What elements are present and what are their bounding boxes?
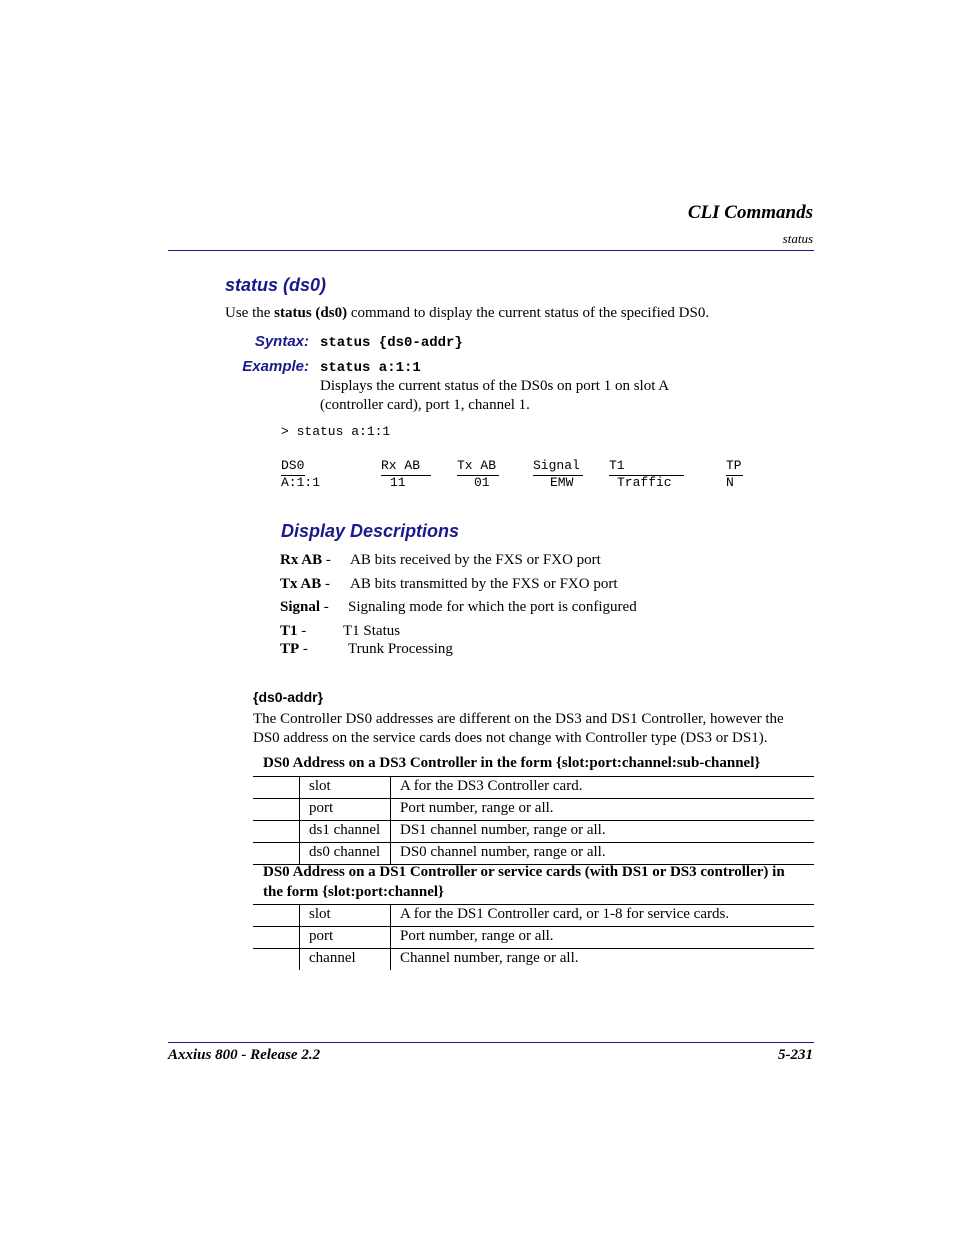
cli-header-rx-ab: Rx AB [381, 458, 431, 476]
intro-text: Use the [225, 305, 275, 321]
table2-title-line-1: DS0 Address on a DS1 Controller or service cards (with DS1 or DS3 controller) in [263, 864, 785, 880]
cli-header-signal: Signal [533, 458, 583, 476]
table-row [253, 843, 814, 865]
cli-value-ds0: A:1:1 [281, 475, 321, 490]
desc-sep: - [322, 552, 331, 568]
field-description: Port number, range or all. [391, 927, 815, 949]
cli-value-rx-ab: 11 [390, 475, 406, 490]
cli-header-tx-ab: Tx AB [457, 458, 499, 476]
syntax-code: status {ds0-addr} [320, 335, 463, 351]
display-descriptions-title: Display Descriptions [281, 521, 460, 541]
cli-value-t1: Traffic [617, 475, 672, 490]
field-name: ds0 channel [300, 843, 391, 865]
intro-text-end: command to display the current status of the specified DS0. [347, 305, 710, 321]
field-description: DS0 channel number, range or all. [391, 843, 815, 865]
field-name: port [300, 927, 391, 949]
cli-prompt: > status a:1:1 [281, 424, 391, 439]
table1-title: DS0 Address on a DS3 Controller in the form {slot:port:channel:sub-channel} [263, 755, 761, 771]
desc-text-tx-ab: AB bits transmitted by the FXS or FXO port [350, 576, 618, 592]
desc-text-t1: T1 Status [343, 623, 401, 639]
example-description-line-1: Displays the current status of the DS0s on port 1 on slot A [320, 378, 670, 394]
desc-sep: - [320, 599, 329, 615]
desc-term: TP [280, 641, 300, 657]
desc-sep: - [321, 576, 331, 592]
desc-text-signal: Signaling mode for which the port is configured [348, 599, 637, 615]
table-row [253, 799, 814, 821]
intro-command: status (ds0) [274, 305, 348, 321]
example-label: Example: [242, 358, 309, 375]
cli-value-signal: EMW [550, 475, 574, 490]
desc-item-tp [280, 640, 308, 659]
cli-header-tp: TP [726, 458, 743, 476]
desc-text-tp: Trunk Processing [348, 641, 453, 657]
field-name: slot [300, 905, 391, 927]
header-rule [168, 250, 814, 251]
ds3-address-table [253, 776, 814, 864]
chapter-title: CLI Commands [687, 202, 813, 223]
ds0-addr-title: {ds0-addr} [253, 689, 324, 705]
field-description: Port number, range or all. [391, 799, 815, 821]
field-name: port [300, 799, 391, 821]
desc-term: T1 [280, 623, 298, 639]
field-name: slot [300, 777, 391, 799]
section-title: status (ds0) [225, 275, 327, 295]
table2-title-line-2: the form {slot:port:channel} [263, 884, 444, 900]
table-row [253, 821, 814, 843]
cli-header-t1: T1 [609, 458, 684, 476]
ds0-addr-paragraph-line-1: The Controller DS0 addresses are different on the DS3 and DS1 Controller, however the [253, 711, 784, 727]
table-row [253, 949, 814, 971]
field-description: Channel number, range or all. [391, 949, 815, 971]
desc-sep: - [299, 641, 308, 657]
desc-item-signal [280, 598, 329, 617]
section-subtitle: status [782, 231, 813, 246]
desc-term: Signal [280, 599, 321, 615]
example-code: status a:1:1 [320, 360, 421, 376]
cli-value-tp: N [726, 475, 734, 490]
example-description-line-2: (controller card), port 1, channel 1. [320, 397, 530, 413]
footer-rule [168, 1042, 814, 1043]
field-description: A for the DS1 Controller card, or 1-8 for service cards. [391, 905, 815, 927]
desc-item-rx-ab [280, 551, 331, 570]
desc-item-t1 [280, 622, 306, 641]
ds0-addr-paragraph-line-2: DS0 address on the service cards does not change with Controller type (DS3 or DS1). [253, 730, 768, 746]
field-description: A for the DS3 Controller card. [391, 777, 815, 799]
table-row [253, 905, 814, 927]
desc-text-rx-ab: AB bits received by the FXS or FXO port [350, 552, 601, 568]
table-row [253, 777, 814, 799]
desc-term: Rx AB [280, 552, 323, 568]
field-description: DS1 channel number, range or all. [391, 821, 815, 843]
cli-value-tx-ab: 01 [474, 475, 490, 490]
field-name: channel [300, 949, 391, 971]
page-number: 5-231 [778, 1047, 813, 1063]
footer-product: Axxius 800 - Release 2.2 [168, 1047, 321, 1063]
intro-paragraph [225, 304, 709, 323]
ds1-address-table [253, 904, 814, 970]
desc-sep: - [297, 623, 307, 639]
desc-term: Tx AB [280, 576, 322, 592]
syntax-label: Syntax: [254, 333, 309, 350]
cli-header-ds0: DS0 [281, 458, 305, 476]
field-name: ds1 channel [300, 821, 391, 843]
table-row [253, 927, 814, 949]
desc-item-tx-ab [280, 575, 330, 594]
